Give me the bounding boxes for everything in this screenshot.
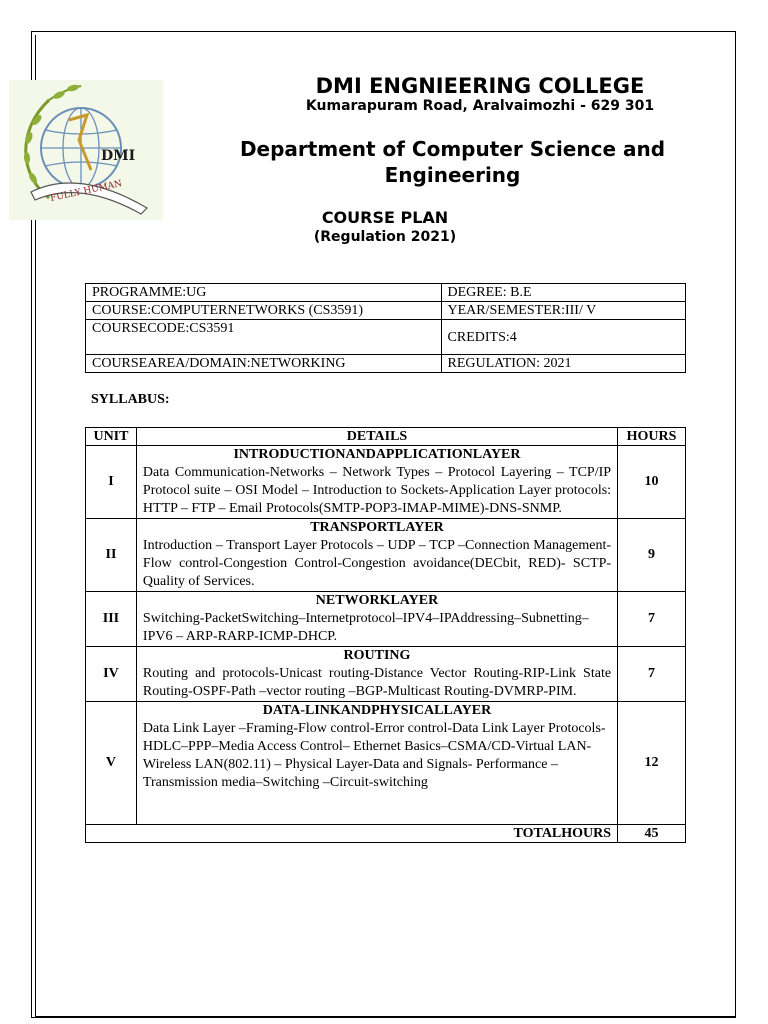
unit-hours: 12 [618, 702, 686, 825]
college-name: DMI ENGNIEERING COLLEGE [315, 74, 645, 98]
total-hours-value: 45 [618, 825, 686, 843]
unit-details [136, 647, 617, 702]
syllabus-heading: SYLLABUS: [91, 392, 170, 407]
info-row [86, 284, 686, 302]
total-row [86, 825, 686, 843]
unit-description: Data Link Layer –Framing-Flow control-Error control-Data Link Layer Protocols-HDLC–PPP–Media Access Control– Ethernet Basics–CSMA/CD-Virtual LAN- Wireless LAN(802.11) – Physical Layer-Data and Signals- Performance – Transmission media–Switching –Circuit-switching [142, 721, 606, 790]
unit-topic: INTRODUCTIONANDAPPLICATIONLAYER [233, 447, 521, 462]
unit-description: Introduction – Transport Layer Protocols – UDP – TCP –Connection Management-Flow control-Congestion Control-Congestion avoidance(DECbit, RED)- SCTP-Quality of Services. [142, 538, 612, 589]
credits-cell: CREDITS:4 [441, 320, 685, 355]
table-row [86, 446, 686, 519]
unit-description: Data Communication-Networks – Network Types – Protocol Layering – TCP/IP Protocol suite – OSI Model – Introduction to Sockets-Application Layer protocols: HTTP – FTP – Email Protocols(SMTP-POP3-IMAP-MIME)-DNS-SNMP. [142, 465, 612, 516]
unit-details [136, 592, 617, 647]
course-cell: COURSE:COMPUTERNETWORKS (CS3591) [86, 302, 442, 320]
unit-hours: 9 [618, 519, 686, 592]
programme-cell: PROGRAMME:UG [86, 284, 442, 302]
unit-topic: ROUTING [343, 648, 411, 663]
unit-topic: TRANSPORTLAYER [310, 520, 444, 535]
degree-cell: DEGREE: B.E [441, 284, 685, 302]
unit-number: IV [86, 647, 137, 702]
dmi-emblem-icon [9, 80, 163, 220]
details-header: DETAILS [136, 428, 617, 446]
info-row [86, 355, 686, 373]
unit-details [136, 446, 617, 519]
unit-details [136, 519, 617, 592]
year-semester-cell: YEAR/SEMESTER:III/ V [441, 302, 685, 320]
total-hours-label: TOTALHOURS [136, 825, 617, 843]
unit-topic: DATA-LINKANDPHYSICALLAYER [262, 703, 492, 718]
table-row [86, 647, 686, 702]
hours-header: HOURS [618, 428, 686, 446]
total-blank-cell [86, 825, 137, 843]
unit-topic: NETWORKLAYER [315, 593, 439, 608]
unit-number: I [86, 446, 137, 519]
syllabus-header-row [86, 428, 686, 446]
unit-hours: 10 [618, 446, 686, 519]
table-row [86, 702, 686, 825]
table-row [86, 519, 686, 592]
unit-number: II [86, 519, 137, 592]
unit-details [136, 702, 617, 825]
unit-number: III [86, 592, 137, 647]
unit-number: V [86, 702, 137, 825]
unit-description: Switching-PacketSwitching–Internetprotocol–IPV4–IPAddressing–Subnetting–IPV6 – ARP-RARP-ICMP-DHCP. [142, 611, 589, 644]
unit-hours: 7 [618, 592, 686, 647]
syllabus-table [85, 427, 686, 843]
domain-cell: COURSEAREA/DOMAIN:NETWORKING [86, 355, 442, 373]
info-row [86, 320, 686, 355]
college-logo [9, 80, 163, 220]
college-address: Kumarapuram Road, Aralvaimozhi - 629 301 [305, 98, 655, 114]
svg-text:FULLY HUMAN: FULLY HUMAN [49, 178, 123, 204]
unit-hours: 7 [618, 647, 686, 702]
unit-description: Routing and protocols-Unicast routing-Distance Vector Routing-RIP-Link State Routing-OSPF-Path –vector routing –BGP-Multicast Routing-DVMRP-PIM. [142, 666, 612, 699]
course-code-cell: COURSECODE:CS3591 [86, 320, 442, 355]
unit-header: UNIT [86, 428, 137, 446]
course-info-table [85, 283, 686, 373]
regulation-cell: REGULATION: 2021 [441, 355, 685, 373]
table-row [86, 592, 686, 647]
course-plan-title: COURSE PLAN [321, 208, 449, 227]
info-row [86, 302, 686, 320]
regulation-subtitle: (Regulation 2021) [313, 229, 457, 245]
svg-text:DMI: DMI [101, 148, 136, 164]
department-name: Department of Computer Science and Engineering [239, 137, 666, 187]
